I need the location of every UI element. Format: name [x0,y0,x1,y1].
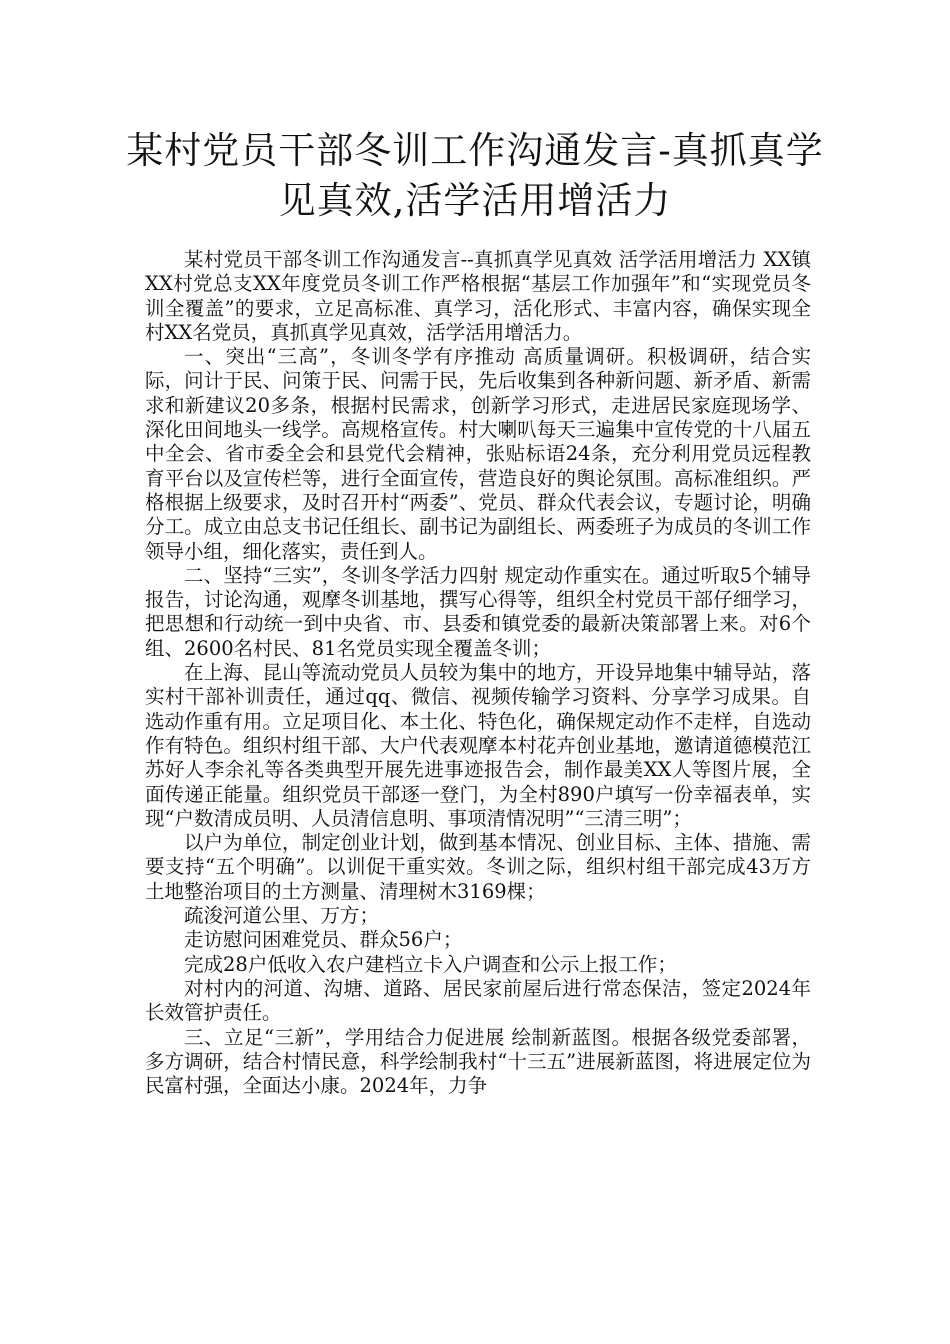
document-body [145,248,811,1098]
title-line-2: 见真效,活学活用增活力 [278,179,672,222]
title-line-1: 某村党员干部冬训工作沟通发言-真抓真学 [126,129,824,172]
paragraph: 对村内的河道、沟塘、道路、居民家前屋后进行常态保洁，签定2024年长效管护责任。 [145,976,811,1025]
paragraph-section-2: 二、坚持“三实”，冬训冬学活力四射 规定动作重实在。通过听取5个辅导报告，讨论沟通，观摩冬训基地，撰写心得等，组织全村党员干部仔细学习，把思想和行动统一到中央省、市、县委和镇党委的最新决策部署上来。对6个组、2600名村民、81名党员实现全覆盖冬训； [145,563,811,660]
paragraph: 在上海、昆山等流动党员人员较为集中的地方，开设异地集中辅导站，落实村干部补训责任，通过qq、微信、视频传输学习资料、分享学习成果。自选动作重有用。立足项目化、本土化、特色化，确保规定动作不走样，自选动作有特色。组织村组干部、大户代表观摩本村花卉创业基地，邀请道德模范江苏好人李余礼等各类典型开展先进事迹报告会，制作最美XX人等图片展，全面传递正能量。组织党员干部逐一登门，为全村890户填写一份幸福表单，实现“户数清成员明、人员清信息明、事项清情况明”“三清三明”； [145,661,811,830]
paragraph: 疏浚河道公里、万方； [184,904,380,928]
paragraph-section-1: 一、突出“三高”，冬训冬学有序推动 高质量调研。积极调研，结合实际，问计于民、问策于民、问需于民，先后收集到各种新问题、新矛盾、新需求和新建议20多条，根据村民需求，创新学习形式，走进居民家庭现场学、深化田间地头一线学。高规格宣传。村大喇叭每天三遍集中宣传党的十八届五中全会、省市委全会和县党代会精神，张贴标语24条，充分利用党员远程教育平台以及宣传栏等，进行全面宣传，营造良好的舆论氛围。高标准组织。严格根据上级要求，及时召开村“两委”、党员、群众代表会议，专题讨论，明确分工。成立由总支书记任组长、副书记为副组长、两委班子为成员的冬训工作领导小组，细化落实，责任到人。 [145,345,811,563]
paragraph: 以户为单位，制定创业计划，做到基本情况、创业目标、主体、措施、需要支持“五个明确”。以训促干重实效。冬训之际，组织村组干部完成43万方土地整治项目的土方测量、清理树木3169棵； [145,831,811,903]
paragraph-section-3: 三、立足“三新”，学用结合力促进展 绘制新蓝图。根据各级党委部署，多方调研，结合村情民意，科学绘制我村“十三五”进展新蓝图，将进展定位为民富村强，全面达小康。2024年，力争 [145,1025,811,1098]
paragraph: 完成28户低收入农户建档立卡入户调查和公示上报工作； [184,952,677,976]
document-title [120,126,830,226]
paragraph: 走访慰问困难党员、群众56户； [184,928,463,952]
paragraph-intro: 某村党员干部冬训工作沟通发言--真抓真学见真效 活学活用增活力 XX镇XX村党总支XX年度党员冬训工作严格根据“基层工作加强年”和“实现党员冬训全覆盖”的要求，立足高标准、真学习，活化形式、丰富内容，确保实现全村XX名党员，真抓真学见真效，活学活用增活力。 [145,248,811,344]
